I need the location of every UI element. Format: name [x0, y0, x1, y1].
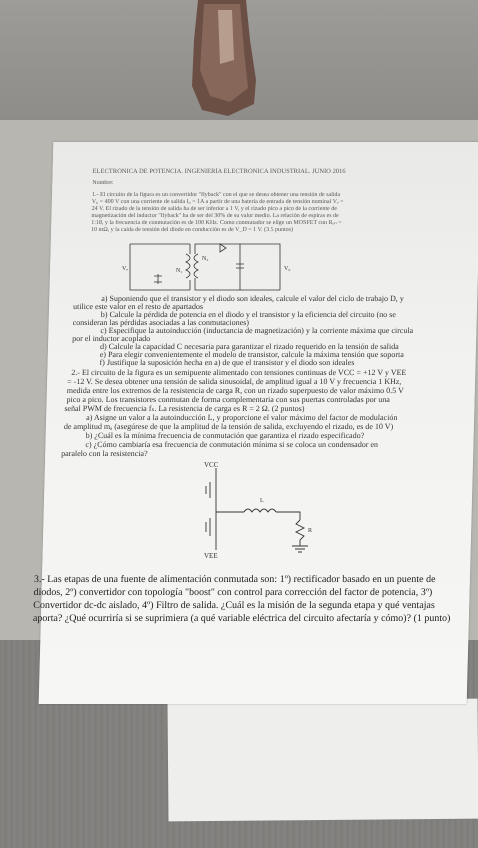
vee-label: VEE: [204, 552, 218, 560]
q1-part-line: utilice este valor en el resto de apartados: [72, 302, 204, 311]
q1-line: 10 mΩ, y la caída de tensión del diodo en conducción es de V_D = 1 V. (3.5 puntos): [90, 227, 294, 233]
q3-line: Convertidor dc-dc aislado, 4º) Filtro de salida. ¿Cuál es la misión de la segunda etapa y qué ventajas: [33, 600, 435, 611]
q1-part-line: f) Justifique la suposición hecha en a) de que el transistor y el diodo son ideales: [99, 358, 355, 367]
q2-line: b) ¿Cuál es la mínima frecuencia de conmutación que garantiza el rizado especificado?: [85, 431, 365, 440]
name-label: Nombre:: [92, 180, 114, 186]
vo-label: V₀: [284, 266, 291, 272]
q1-part-line: consideran las pérdidas asociadas a las conmutaciones): [72, 318, 250, 327]
q2-line: paralelo con la resistencia?: [61, 449, 148, 458]
r-label: R: [308, 528, 313, 534]
n2-label: N₂: [202, 256, 209, 262]
q2-line: señal PWM de frecuencia fₛ. La resistencia de carga es R = 2 Ω. (2 puntos): [64, 404, 305, 413]
q2-line: de amplitud mₐ (asegúrese de que la amplitud de la tensión de salida, excluyendo el rizado, es de 10 V): [63, 422, 394, 431]
shoe-image: [158, 0, 286, 120]
q2-line: 2.- El circuito de la figura es un semipuente alimentado con tensiones continuas de VCC = +12 V y VEE: [71, 368, 407, 377]
q3-line: aporta? ¿Qué ocurriría si se suprimiera (a qué variable eléctrica del circuito afectaría y cómo)? (1 punto): [32, 613, 451, 624]
exam-sheet: [32, 142, 478, 704]
l-label: L: [260, 498, 264, 504]
q1-part-line: c) Especifique la autoinducción (inductancia de magnetización) y la corriente máxima que circula: [100, 326, 414, 335]
q1-part-line: por el inductor acoplado: [72, 334, 151, 343]
q1-part-line: a) Suponiendo que el transistor y el diodo son ideales, calcule el valor del ciclo de trabajo D, y: [101, 294, 404, 303]
half-bridge-circuit-diagram: [180, 462, 330, 560]
q1-part-line: e) Para elegir convenientemente el modelo de transistor, calcule la máxima tensión que soporta: [99, 350, 404, 359]
q2-line: medida entre los extremos de la resistencia de carga R, con un rizado superpuesto de valor máximo 0.5 V: [66, 386, 404, 395]
q2-line: c) ¿Cómo cambiaría esa frecuencia de conmutación mínima si se coloca un condensador en: [85, 440, 379, 449]
q2-line: pico a pico. Los transistores conmutan de forma complementaria con sus puertas controladas por una: [66, 395, 390, 404]
q3-line: diodos, 2º) convertidor con topología "boost" con control para corrección del factor de potencia, 3º): [33, 587, 433, 598]
flyback-circuit-diagram: [120, 240, 300, 296]
q1-line: 1:18, y la frecuencia de conmutación es de 100 KHz. Como conmutador se elige un MOSFET con Rₒₙ =: [91, 220, 342, 226]
q1-part-line: d) Calcule la capacidad C necesaria para garantizar el rizado requerido en la tensión de salida: [99, 342, 399, 351]
n1-label: N₁: [176, 268, 183, 274]
q1-part-line: b) Calcule la pérdida de potencia en el diodo y el transistor y la eficiencia del circuito (no se: [100, 310, 396, 319]
paper-sheet-back: [167, 699, 478, 822]
q3-line: 3.- Las etapas de una fuente de alimentación conmutada son: 1º) rectificador basado en un puente de: [33, 574, 436, 585]
q1-line: 1.- El circuito de la figura es un convertidor "flyback" con el que se desea obtener una tensión de salida: [91, 192, 341, 198]
q1-line: V₀ = 400 V con una corriente de salida I₀ = 1A a partir de una batería de entrada de tensión nominal Vₑ =: [91, 199, 344, 205]
q1-line: magnetización del inductor "flyback" ha de ser del 30% de su valor medio. La relación de espiras es de: [91, 213, 339, 219]
q1-line: 24 V. El rizado de la tensión de salida ha de ser inferior a 1 V, y el rizado pico a pico de la corriente de: [91, 206, 337, 212]
q2-line: = -12 V. Se desea obtener una tensión de salida sinusoidal, de amplitud igual a 10 V y frecuencia 1 KHz,: [66, 377, 402, 386]
exam-header: ELECTRÓNICA DE POTENCIA. INGENIERÍA ELECTRÓNICA INDUSTRIAL. JUNIO 2016: [92, 168, 346, 175]
q2-line: a) Asigne un valor a la autoinducción L, y proporcione el valor máximo del factor de modulación: [86, 413, 398, 422]
ve-label: Vₑ: [122, 266, 128, 272]
vcc-label: VCC: [204, 462, 219, 469]
